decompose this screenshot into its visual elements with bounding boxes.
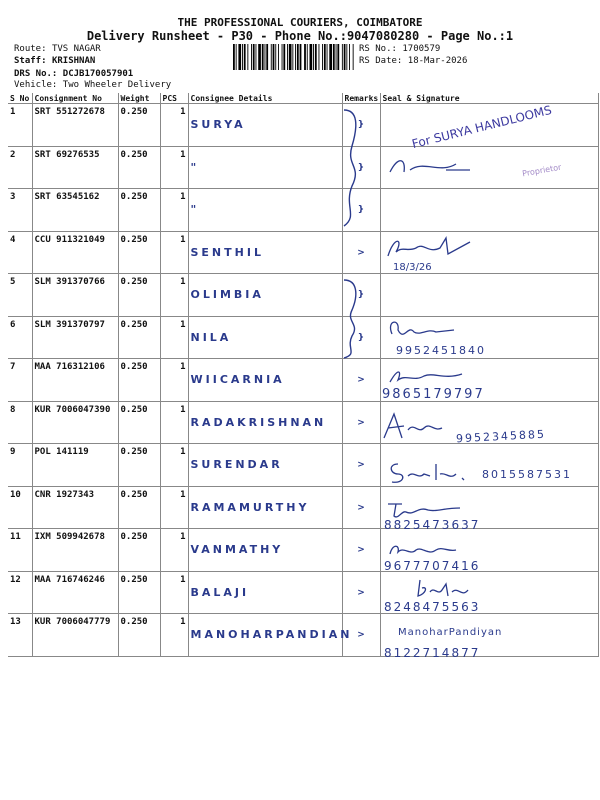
cell-weight [118,316,160,359]
barcode-bar [253,44,255,70]
cell-sno [8,359,32,402]
cell-remarks-text: > [357,587,365,598]
cell-pcs [160,614,188,657]
drs-line [14,69,133,80]
barcode-bar [292,44,293,70]
barcode-bar [304,44,306,70]
barcode-bar [346,44,347,70]
cell-weight [118,486,160,529]
col-consignee: Consignee Details [188,93,342,104]
cell-sno [8,401,32,444]
cell-consignment-text: IXM 509942678 [34,532,105,542]
cell-sno-text: 8 [10,404,16,415]
cell-consignment [32,189,118,232]
cell-pcs [160,444,188,487]
cell-consignment-text: SRT 63545162 [34,192,100,202]
cell-consignee-text: SENTHIL [190,245,264,259]
rs-date-value: 18-Mar-2026 [407,56,468,66]
cell-consignment [32,444,118,487]
cell-consignee [188,614,353,657]
cell-sno [8,486,32,529]
cell-pcs-text: 1 [180,362,186,372]
barcode-bar [329,44,332,70]
cell-remarks-text: > [357,630,365,640]
sig-date: 18/3/26 [393,262,432,273]
barcode-bar [319,44,320,70]
cell-weight [118,529,160,572]
phone-6: 9952451840 [396,344,486,357]
cell-sno-text: 6 [10,319,16,330]
barcode-bar [297,44,299,70]
cell-consignee-text: SURYA [190,118,246,131]
cell-sno-text: 3 [10,192,16,202]
barcode-bar [238,44,241,70]
barcode-bar [287,44,288,70]
cell-remarks [342,274,380,317]
phone-11: 9677707416 [384,559,481,573]
barcode-bar [349,44,350,70]
barcode-bar [258,44,261,70]
cell-pcs-text: 1 [180,149,186,160]
cell-sno [8,444,32,487]
cell-consignee-text: WIICARNIA [190,373,285,386]
cell-weight-text: 0.250 [120,234,148,245]
barcode-bar [310,44,313,70]
cell-sno [8,189,32,232]
phone-12: 8248475563 [384,600,481,614]
cell-pcs-text: 1 [180,234,186,245]
barcode-bar [289,44,292,70]
cell-consignee-text: RADAKRISHNAN [190,415,327,429]
stamp-proprietor: Proprietor [521,162,563,179]
table-row [8,104,598,147]
barcode-bar [327,44,328,70]
cell-seal [380,529,598,572]
barcode-bar [262,44,264,70]
col-sno: S No [8,93,32,104]
cell-seal [380,571,598,614]
cell-sno [8,104,32,147]
cell-consignment-text: SRT 551272678 [34,107,105,117]
cell-consignment-text: KUR 7006047779 [34,617,111,627]
cell-remarks-text: > [357,502,365,513]
cell-consignment [32,231,118,274]
barcode-bar [278,44,279,70]
cell-remarks-text: } [357,205,365,215]
cell-pcs-text: 1 [180,489,186,500]
cell-consignment [32,401,118,444]
cell-sno-text: 12 [10,574,21,585]
route-value: TVS NAGAR [51,44,101,54]
col-remarks: Remarks [342,93,380,104]
staff-line [14,56,95,67]
cell-remarks [342,486,380,529]
cell-sno-text: 2 [10,149,16,160]
barcode-bar [307,44,308,70]
drs-value: DCJB170057901 [62,69,134,79]
cell-seal [380,486,598,529]
cell-seal [380,189,598,232]
cell-remarks [342,359,380,402]
cell-weight-text: 0.250 [120,192,148,202]
cell-pcs [160,486,188,529]
barcode-bar [275,44,276,70]
table-row [8,529,598,572]
phone-13: 8122714877 [384,646,481,660]
cell-pcs [160,104,188,147]
cell-seal [380,146,598,189]
cell-pcs-text: 1 [180,277,186,287]
cell-consignee-text: SURENDAR [190,458,283,471]
cell-remarks [342,444,380,487]
cell-sno-text: 13 [10,617,21,627]
barcode-bar [283,44,285,70]
cell-weight [118,231,160,274]
cell-remarks-text: > [357,460,365,470]
cell-remarks [342,401,380,444]
vehicle-line [14,80,171,91]
cell-pcs [160,529,188,572]
cell-consignee [188,571,342,614]
cell-weight-text: 0.250 [120,362,148,372]
cell-pcs [160,401,188,444]
cell-weight [118,146,160,189]
cell-weight-text: 0.250 [120,404,148,415]
cell-seal [380,614,598,657]
cell-consignment-text: KUR 7006047390 [34,404,111,415]
vehicle-value: Two Wheeler Delivery [62,80,172,90]
runsheet-title: Delivery Runsheet - P30 - Phone No.:9047080280 - Page No.:1 [86,29,514,43]
cell-consignee [188,189,342,232]
table-row [8,401,598,444]
company-title: THE PROFESSIONAL COURIERS, COIMBATORE [177,16,423,29]
barcode-bar [244,44,246,70]
runsheet-table [8,93,599,657]
barcode-bar [322,44,323,70]
rs-date-label: RS Date: [359,56,403,66]
col-weight: Weight [118,93,160,104]
barcode-bar [337,44,339,70]
cell-remarks [342,529,380,572]
cell-consignment [32,104,118,147]
cell-sno-text: 4 [10,234,16,245]
rs-no-value: 1700579 [402,44,441,54]
cell-weight-text: 0.250 [120,617,148,627]
shop-stamp: For SURYA HANDLOOMS [410,102,554,152]
cell-pcs [160,146,188,189]
cell-remarks [342,316,380,359]
table-row [8,359,598,402]
cell-consignee [188,486,342,529]
cell-consignment [32,146,118,189]
cell-remarks [342,146,380,189]
cell-pcs [160,316,188,359]
cell-seal [380,401,598,444]
cell-remarks-text: } [357,332,365,343]
cell-consignment [32,359,118,402]
cell-consignee-text: BALAJI [190,585,250,599]
cell-consignee-text: NILA [190,330,232,344]
staff-value: KRISHNAN [51,56,96,66]
cell-consignment [32,614,118,657]
cell-seal [380,316,598,359]
cell-consignee-text: VANMATHY [190,543,284,556]
cell-seal [380,359,598,402]
barcode-bar [315,44,317,70]
barcode-bar [271,44,272,70]
barcode-bar [313,44,314,70]
cell-consignee [188,274,342,317]
barcode-bar [242,44,243,70]
cell-sno-text: 7 [10,362,16,372]
name-13: ManoharPandiyan [398,627,503,638]
barcode-bar [295,44,296,70]
table-row [8,614,598,657]
cell-remarks-text: > [357,417,365,428]
cell-weight [118,104,160,147]
barcode-bar [256,44,257,70]
cell-pcs-text: 1 [180,192,186,202]
table-row [8,274,598,317]
cell-sno [8,571,32,614]
phone-10: 8825473637 [384,518,481,532]
barcode-bar [344,44,346,70]
cell-pcs-text: 1 [180,404,186,415]
barcode-bar [336,44,337,70]
table-row [8,486,598,529]
staff-label: Staff: [14,56,47,66]
route-label: Route: [14,44,47,54]
cell-consignment-text: MAA 716312106 [34,362,105,372]
barcode-bar [333,44,335,70]
cell-remarks [342,571,380,614]
cell-seal [380,231,598,274]
cell-pcs [160,571,188,614]
cell-sno-text: 9 [10,447,16,457]
cell-consignment [32,486,118,529]
cell-weight-text: 0.250 [120,107,148,117]
cell-weight [118,359,160,402]
cell-seal [380,444,598,487]
cell-consignment-text: MAA 716746246 [34,574,105,585]
cell-consignee-text: " [190,203,200,216]
cell-remarks-text: } [357,290,365,300]
phone-7: 9865179797 [382,387,485,402]
cell-weight [118,444,160,487]
cell-consignment [32,571,118,614]
barcode-bar [353,44,354,70]
table-row [8,571,598,614]
rs-no-label: RS No.: [359,44,397,54]
rs-date-line [359,56,467,67]
cell-weight-text: 0.250 [120,319,148,330]
cell-consignee-text: RAMAMURTHY [190,500,310,514]
cell-pcs-text: 1 [180,447,186,457]
cell-remarks [342,231,380,274]
cell-weight [118,614,160,657]
cell-consignment-text: SLM 391370797 [34,319,105,330]
cell-sno-text: 10 [10,489,21,500]
cell-weight-text: 0.250 [120,574,148,585]
cell-weight [118,401,160,444]
cell-sno-text: 1 [10,107,16,117]
table-row [8,189,598,232]
cell-remarks [342,189,380,232]
cell-weight-text: 0.250 [120,277,148,287]
cell-seal [380,104,598,147]
barcode-bar [233,44,235,70]
cell-consignment [32,529,118,572]
table-row [8,316,598,359]
cell-pcs [160,359,188,402]
cell-sno [8,146,32,189]
barcode-bar [342,44,343,70]
cell-pcs-text: 1 [180,532,186,542]
cell-consignment-text: SLM 391370766 [34,277,105,287]
cell-weight [118,189,160,232]
cell-remarks [342,104,380,147]
cell-remarks-text: } [357,120,365,130]
route-line [14,44,101,55]
cell-consignment-text: CNR 1927343 [34,489,95,500]
cell-pcs [160,231,188,274]
cell-sno-text: 5 [10,277,16,287]
cell-sno [8,614,32,657]
cell-weight [118,571,160,614]
cell-consignee-text: OLIMBIA [190,288,264,301]
cell-consignee [188,146,342,189]
cell-consignee [188,316,342,359]
table-row [8,146,598,189]
cell-consignment [32,274,118,317]
barcode-bar [273,44,275,70]
cell-pcs-text: 1 [180,617,186,627]
col-consignment: Consignment No [32,93,118,104]
cell-consignment-text: SRT 69276535 [34,149,100,160]
col-pcs: PCS [160,93,188,104]
barcode-bar [300,44,302,70]
cell-remarks-text: > [357,247,365,258]
cell-pcs-text: 1 [180,319,186,330]
barcode-bar [282,44,283,70]
cell-consignee-text: " [190,160,200,174]
cell-pcs [160,274,188,317]
barcode-bar [266,44,268,70]
barcode [232,44,356,70]
cell-weight [118,274,160,317]
drs-label: DRS No.: [14,69,58,79]
cell-consignee [188,401,342,444]
table-row [8,444,598,487]
cell-consignee [188,231,342,274]
cell-remarks-text: } [357,162,365,173]
barcode-bar [251,44,252,70]
cell-pcs-text: 1 [180,107,186,117]
cell-consignment-text: CCU 911321049 [34,234,105,245]
cell-consignee [188,529,342,572]
table-header-row [8,93,598,104]
barcode-bar [247,44,248,70]
phone-9: 8015587531 [482,468,572,481]
cell-seal [380,274,598,317]
cell-consignee-text: MANOHARPANDIAN [190,628,353,641]
cell-weight-text: 0.250 [120,532,148,542]
cell-sno [8,274,32,317]
cell-pcs-text: 1 [180,574,186,585]
vehicle-label: Vehicle: [14,80,58,90]
rs-no-line [359,44,440,55]
cell-consignee [188,359,342,402]
cell-weight-text: 0.250 [120,149,148,160]
cell-pcs [160,189,188,232]
cell-remarks-text: > [357,545,365,555]
cell-consignment-text: POL 141119 [34,447,89,457]
col-seal: Seal & Signature [380,93,598,104]
barcode-bar [236,44,237,70]
cell-remarks-text: > [357,375,365,385]
cell-consignee [188,444,342,487]
barcode-bar [265,44,266,70]
table-row [8,231,598,274]
cell-sno [8,316,32,359]
phone-8: 9952345885 [455,427,547,446]
cell-sno-text: 11 [10,532,21,542]
cell-weight-text: 0.250 [120,447,148,457]
barcode-bar [324,44,326,70]
cell-sno [8,529,32,572]
cell-sno [8,231,32,274]
cell-weight-text: 0.250 [120,489,148,500]
cell-consignment [32,316,118,359]
cell-consignee [188,104,342,147]
